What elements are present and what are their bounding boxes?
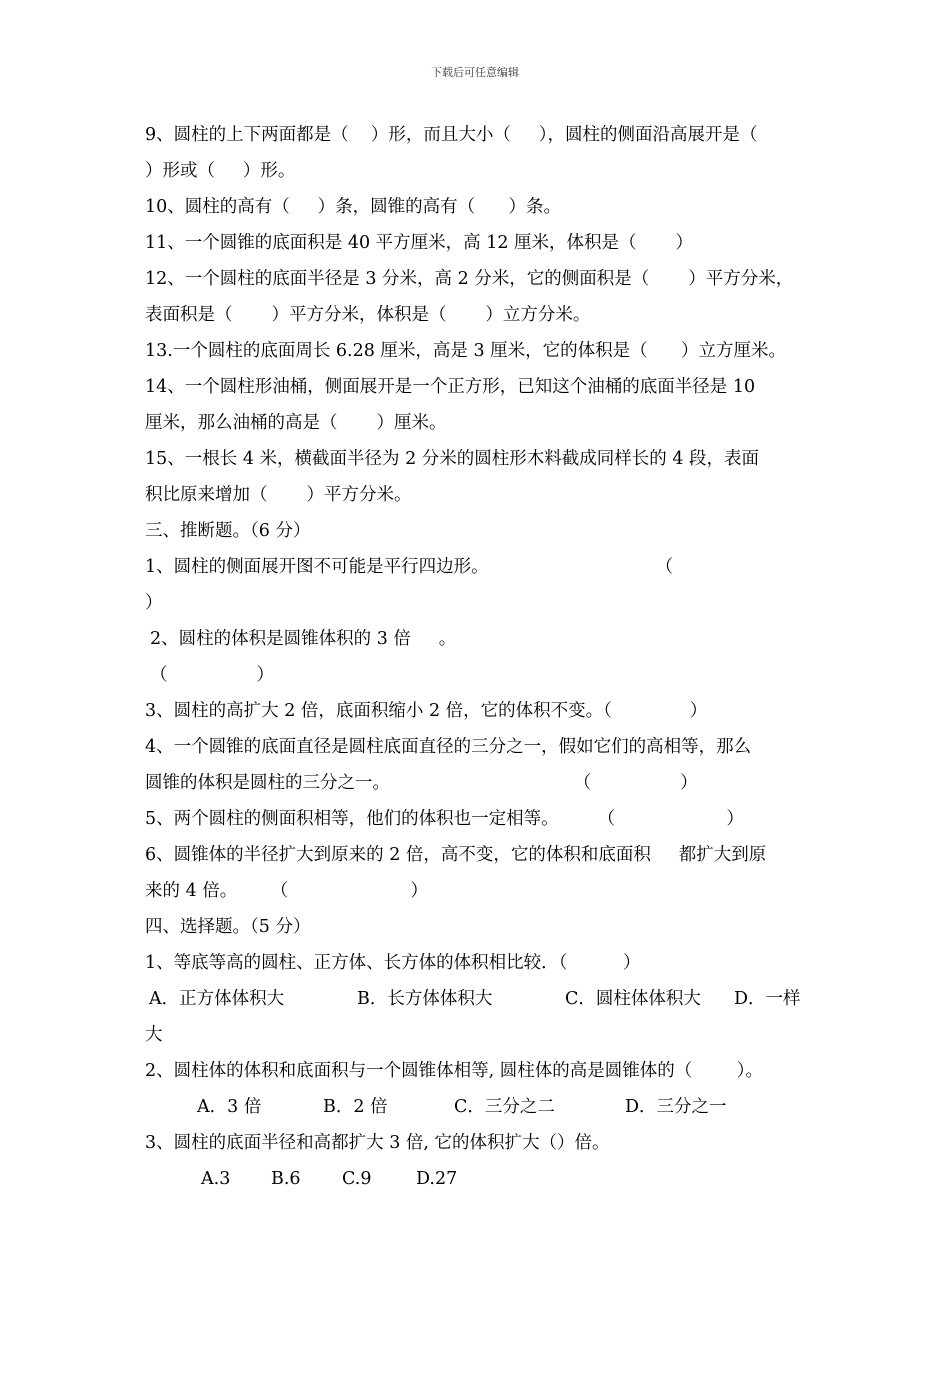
fill-blank-question-10: 10、圆柱的高有（ ）条，圆锥的高有（ ）条。: [145, 197, 561, 217]
judgment-question-3: 3、圆柱的高扩大 2 倍，底面积缩小 2 倍，它的体积不变。（ ）: [145, 701, 708, 721]
judgment-question-5: 5、两个圆柱的侧面积相等，他们的体积也一定相等。 （ ）: [145, 809, 744, 829]
option-c: C．圆柱体体积大: [565, 989, 701, 1009]
judgment-question-1-cont: ）: [145, 593, 163, 613]
judgment-question-2-cont: （ ）: [150, 665, 275, 685]
fill-blank-question-12: 12、一个圆柱的底面半径是 3 分米，高 2 分米，它的侧面积是（ ）平方分米，: [145, 269, 794, 289]
fill-blank-question-15: 15、一根长 4 米，横截面半径为 2 分米的圆柱形木料截成同样长的 4 段，表面: [145, 449, 760, 469]
choice-question-1-options-cont: 大: [145, 1025, 163, 1045]
option-a: A.3: [201, 1169, 231, 1189]
judgment-question-6-cont: 来的 4 倍。 （ ）: [145, 881, 429, 901]
fill-blank-question-11: 11、一个圆锥的底面积是 40 平方厘米，高 12 厘米，体积是（ ）: [145, 233, 693, 253]
option-a: A．3 倍: [197, 1097, 262, 1117]
choice-question-1: 1、等底等高的圆柱、正方体、长方体的体积相比较．（ ）: [145, 953, 641, 973]
fill-blank-question-9-cont: ）形或（ ）形。: [145, 161, 296, 181]
option-d: D．三分之一: [625, 1097, 727, 1117]
choice-question-2: 2、圆柱体的体积和底面积与一个圆锥体相等, 圆柱体的高是圆锥体的（ ）。: [145, 1061, 764, 1081]
judgment-question-2: 2、圆柱的体积是圆锥体积的 3 倍 。: [150, 629, 457, 649]
choice-question-3-options: [145, 1161, 825, 1197]
fill-blank-question-12-cont: 表面积是（ ）平方分米，体积是（ ）立方分米。: [145, 305, 591, 325]
choice-question-2-options: [145, 1089, 825, 1125]
fill-blank-question-15-cont: 积比原来增加（ ）平方分米。: [145, 485, 412, 505]
option-d: D.27: [416, 1169, 458, 1189]
fill-blank-question-14: 14、一个圆柱形油桶，侧面展开是一个正方形，已知这个油桶的底面半径是 10: [145, 377, 756, 397]
option-d: D．一样: [734, 989, 801, 1009]
judgment-question-6: 6、圆锥体的半径扩大到原来的 2 倍，高不变，它的体积和底面积 都扩大到原: [145, 845, 767, 865]
judgment-question-1: 1、圆柱的侧面展开图不可能是平行四边形。 （: [145, 557, 674, 577]
fill-blank-question-14-cont: 厘米，那么油桶的高是（ ）厘米。: [145, 413, 447, 433]
document-body: [145, 117, 825, 1197]
option-b: B.6: [271, 1169, 301, 1189]
option-a: A．正方体体积大: [149, 989, 285, 1009]
section-heading-judgment: 三、推断题。（6 分）: [145, 521, 311, 541]
judgment-question-4-cont: 圆锥的体积是圆柱的三分之一。 （ ）: [145, 773, 698, 793]
choice-question-1-options: [145, 981, 825, 1017]
option-c: C．三分之二: [454, 1097, 555, 1117]
page-header: 下载后可任意编辑: [431, 66, 519, 79]
fill-blank-question-9: 9、圆柱的上下两面都是（ ）形，而且大小（ ），圆柱的侧面沿高展开是（: [145, 125, 758, 145]
choice-question-3: 3、圆柱的底面半径和高都扩大 3 倍, 它的体积扩大（）倍。: [145, 1133, 610, 1153]
section-heading-choice: 四、选择题。（5 分）: [145, 917, 311, 937]
option-c: C.9: [342, 1169, 372, 1189]
option-b: B．2 倍: [323, 1097, 388, 1117]
option-b: B．长方体体积大: [357, 989, 493, 1009]
judgment-question-4: 4、一个圆锥的底面直径是圆柱底面直径的三分之一，假如它们的高相等，那么: [145, 737, 752, 757]
fill-blank-question-13: 13.一个圆柱的底面周长 6.28 厘米，高是 3 厘米，它的体积是（ ）立方厘米。: [145, 341, 787, 361]
